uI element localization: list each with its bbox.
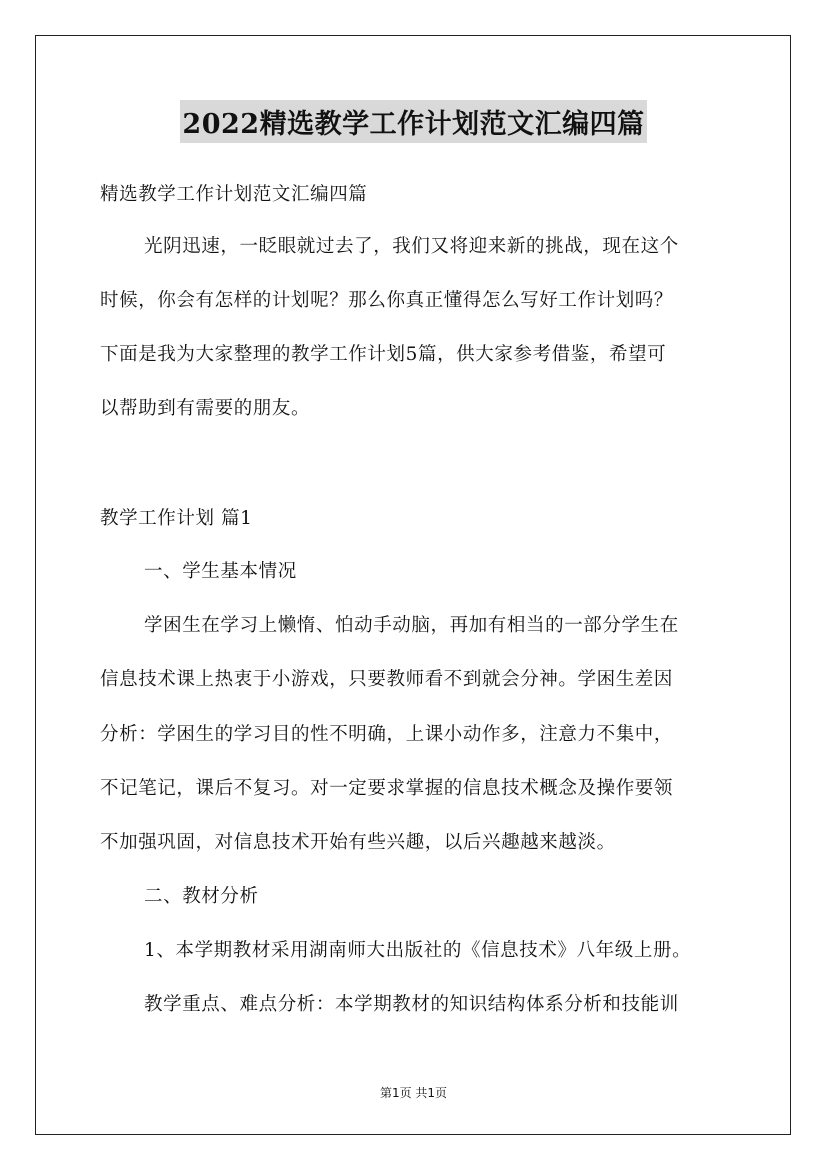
page-footer: 第1页 共1页 bbox=[379, 1086, 448, 1100]
paragraph-line: 信息技术课上热衷于小游戏，只要教师看不到就会分神。学困生差因 bbox=[100, 669, 674, 690]
paragraph-line: 教学重点、难点分析：本学期教材的知识结构体系分析和技能训 bbox=[144, 994, 679, 1015]
paragraph-line: 下面是我为大家整理的教学工作计划5篇，供大家参考借鉴，希望可 bbox=[100, 344, 667, 365]
subsection-heading: 一、学生基本情况 bbox=[144, 561, 297, 582]
paragraph-line: 时候，你会有怎样的计划呢？那么你真正懂得怎么写好工作计划吗？ bbox=[100, 290, 674, 311]
paragraph-line: 分析：学困生的学习目的性不明确，上课小动作多，注意力不集中， bbox=[100, 724, 674, 745]
paragraph-line: 不记笔记，课后不复习。对一定要求掌握的信息技术概念及操作要领 bbox=[100, 778, 674, 799]
paragraph-line: 学困生在学习上懒惰、怕动手动脑，再加有相当的一部分学生在 bbox=[144, 615, 679, 636]
document-title: 2022精选教学工作计划范文汇编四篇 bbox=[180, 100, 646, 143]
subsection-heading: 二、教材分析 bbox=[144, 886, 259, 907]
paragraph-line: 1、本学期教材采用湖南师大出版社的《信息技术》八年级上册。 bbox=[144, 940, 692, 961]
section-heading: 教学工作计划 篇1 bbox=[100, 508, 253, 529]
paragraph-line: 以帮助到有需要的朋友。 bbox=[100, 398, 311, 419]
paragraph-line: 不加强巩固，对信息技术开始有些兴趣，以后兴趣越来越淡。 bbox=[100, 832, 616, 853]
title-container bbox=[0, 100, 827, 143]
paragraph-line: 光阴迅速，一眨眼就过去了，我们又将迎来新的挑战，现在这个 bbox=[144, 236, 679, 257]
subtitle-line: 精选教学工作计划范文汇编四篇 bbox=[100, 184, 368, 205]
